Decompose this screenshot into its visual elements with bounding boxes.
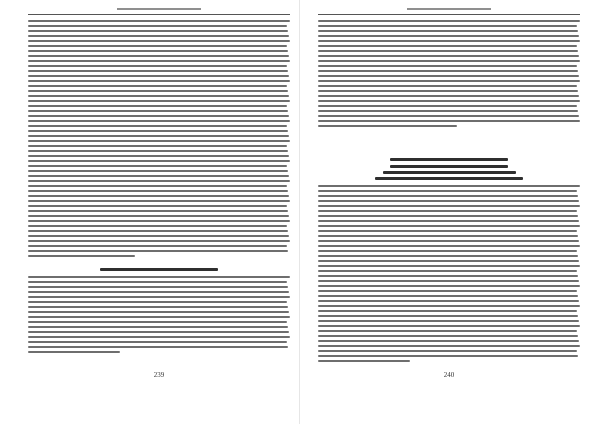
text-line-placeholder	[28, 125, 287, 127]
text-line-placeholder	[318, 60, 580, 62]
text-line-placeholder	[318, 210, 577, 212]
text-line-placeholder	[28, 60, 290, 62]
references-heading	[28, 268, 290, 274]
references-list	[28, 276, 290, 356]
text-line-placeholder	[28, 35, 289, 37]
text-line-placeholder	[318, 310, 577, 312]
text-line-placeholder	[28, 286, 288, 288]
text-line-placeholder	[28, 80, 290, 82]
text-line-placeholder	[28, 145, 287, 147]
text-line-placeholder	[318, 235, 578, 237]
text-line-placeholder	[318, 225, 580, 227]
text-line-placeholder	[318, 350, 577, 352]
text-line-placeholder	[318, 120, 580, 122]
text-line-placeholder	[28, 240, 290, 242]
body-text	[28, 20, 290, 260]
text-line-placeholder	[28, 281, 287, 283]
text-line-placeholder	[318, 295, 578, 297]
text-line-placeholder	[28, 85, 287, 87]
text-line-placeholder	[28, 255, 135, 257]
text-line-placeholder	[318, 320, 579, 322]
text-line-placeholder	[318, 185, 580, 187]
text-line-placeholder	[318, 360, 410, 362]
text-line-placeholder	[28, 205, 287, 207]
text-line-placeholder	[28, 50, 288, 52]
text-line-placeholder	[318, 300, 579, 302]
text-line-placeholder	[318, 345, 580, 347]
text-line-placeholder	[28, 306, 288, 308]
text-line-placeholder	[28, 200, 290, 202]
author-name	[318, 158, 580, 164]
text-line-placeholder	[28, 75, 289, 77]
text-line-placeholder	[28, 130, 288, 132]
text-line-placeholder	[318, 215, 578, 217]
text-line-placeholder	[318, 190, 577, 192]
running-header-placeholder	[407, 8, 491, 10]
text-line-placeholder	[28, 351, 120, 353]
text-line-placeholder	[28, 30, 288, 32]
page-right	[300, 0, 600, 424]
text-line-placeholder	[28, 155, 289, 157]
text-line-placeholder	[28, 160, 290, 162]
text-line-placeholder	[318, 250, 577, 252]
text-line-placeholder	[318, 105, 577, 107]
text-line-placeholder	[28, 105, 287, 107]
text-line-placeholder	[28, 291, 289, 293]
references-list	[318, 20, 580, 130]
article-title	[318, 165, 580, 183]
body-text	[318, 185, 580, 365]
header-rule	[28, 14, 290, 15]
text-line-placeholder	[390, 165, 508, 168]
text-line-placeholder	[318, 40, 580, 42]
text-line-placeholder	[318, 305, 580, 307]
text-line-placeholder	[28, 210, 288, 212]
text-line-placeholder	[28, 120, 290, 122]
text-line-placeholder	[318, 335, 578, 337]
header-rule	[318, 14, 580, 15]
text-line-placeholder	[383, 171, 516, 174]
text-line-placeholder	[318, 80, 580, 82]
text-line-placeholder	[318, 100, 580, 102]
text-line-placeholder	[28, 45, 287, 47]
text-line-placeholder	[28, 230, 288, 232]
text-line-placeholder	[28, 316, 290, 318]
text-line-placeholder	[318, 20, 580, 22]
text-line-placeholder	[28, 190, 288, 192]
text-line-placeholder	[375, 177, 523, 180]
text-line-placeholder	[28, 180, 290, 182]
text-line-placeholder	[318, 270, 577, 272]
text-line-placeholder	[28, 65, 287, 67]
text-line-placeholder	[28, 311, 289, 313]
text-line-placeholder	[318, 255, 578, 257]
text-line-placeholder	[28, 326, 288, 328]
text-line-placeholder	[28, 341, 287, 343]
text-line-placeholder	[318, 65, 577, 67]
text-line-placeholder	[28, 165, 287, 167]
text-line-placeholder	[318, 125, 457, 127]
text-line-placeholder	[318, 50, 578, 52]
text-line-placeholder	[28, 100, 290, 102]
text-line-placeholder	[28, 220, 290, 222]
text-line-placeholder	[318, 90, 578, 92]
text-line-placeholder	[318, 200, 579, 202]
text-line-placeholder	[318, 95, 579, 97]
text-line-placeholder	[28, 245, 287, 247]
text-line-placeholder	[100, 268, 218, 271]
text-line-placeholder	[318, 290, 577, 292]
text-line-placeholder	[318, 205, 580, 207]
text-line-placeholder	[28, 150, 288, 152]
text-line-placeholder	[28, 175, 289, 177]
text-line-placeholder	[390, 158, 508, 161]
text-line-placeholder	[28, 140, 290, 142]
text-line-placeholder	[318, 110, 578, 112]
text-line-placeholder	[318, 315, 578, 317]
text-line-placeholder	[318, 340, 579, 342]
text-line-placeholder	[28, 20, 290, 22]
text-line-placeholder	[318, 240, 579, 242]
text-line-placeholder	[318, 230, 577, 232]
text-line-placeholder	[318, 330, 577, 332]
text-line-placeholder	[318, 70, 578, 72]
text-line-placeholder	[28, 250, 288, 252]
gutter	[299, 0, 300, 424]
text-line-placeholder	[28, 185, 287, 187]
text-line-placeholder	[28, 135, 289, 137]
text-line-placeholder	[318, 325, 580, 327]
text-line-placeholder	[28, 331, 289, 333]
text-line-placeholder	[318, 260, 579, 262]
text-line-placeholder	[318, 220, 579, 222]
text-line-placeholder	[318, 280, 579, 282]
text-line-placeholder	[28, 276, 290, 278]
text-line-placeholder	[318, 275, 578, 277]
text-line-placeholder	[28, 215, 289, 217]
text-line-placeholder	[28, 40, 290, 42]
text-line-placeholder	[318, 45, 577, 47]
text-line-placeholder	[318, 55, 579, 57]
text-line-placeholder	[28, 170, 288, 172]
text-line-placeholder	[28, 321, 287, 323]
text-line-placeholder	[28, 336, 290, 338]
page-number: 239	[153, 371, 165, 379]
text-line-placeholder	[318, 355, 578, 357]
text-line-placeholder	[28, 235, 289, 237]
page-number: 240	[443, 371, 455, 379]
text-line-placeholder	[318, 85, 577, 87]
running-header	[28, 6, 290, 11]
text-line-placeholder	[28, 110, 288, 112]
text-line-placeholder	[318, 30, 578, 32]
text-line-placeholder	[318, 195, 578, 197]
text-line-placeholder	[28, 70, 288, 72]
running-header	[318, 6, 580, 11]
text-line-placeholder	[318, 75, 579, 77]
text-line-placeholder	[28, 25, 287, 27]
text-line-placeholder	[318, 25, 577, 27]
text-line-placeholder	[28, 296, 290, 298]
text-line-placeholder	[28, 55, 289, 57]
text-line-placeholder	[318, 115, 579, 117]
text-line-placeholder	[28, 225, 287, 227]
text-line-placeholder	[28, 346, 288, 348]
text-line-placeholder	[318, 285, 580, 287]
text-line-placeholder	[318, 265, 580, 267]
text-line-placeholder	[318, 245, 580, 247]
text-line-placeholder	[28, 301, 287, 303]
text-line-placeholder	[28, 90, 288, 92]
text-line-placeholder	[28, 95, 289, 97]
running-header-placeholder	[117, 8, 201, 10]
text-line-placeholder	[28, 195, 289, 197]
text-line-placeholder	[28, 115, 289, 117]
text-line-placeholder	[318, 35, 579, 37]
